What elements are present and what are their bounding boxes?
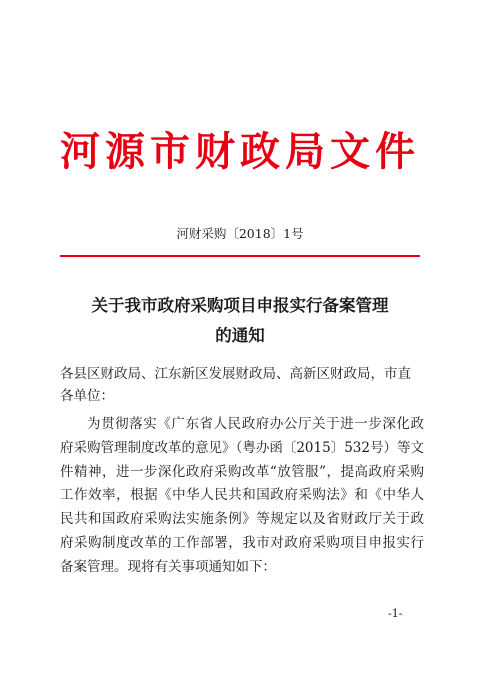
notice-title-line-2: 的通知: [215, 326, 265, 345]
header-divider: [60, 255, 420, 257]
body-paragraph: 为贯彻落实《广东省人民政府办公厅关于进一步深化政府采购管理制度改革的意见》（粤办函〔2015〕532号）等文件精神，进一步深化政府采购改革“放管服”，提高政府采购工作效率，根据《中华人民共和国政府采购法》和《中华人民共和国政府采购法实施条例》等规定以及省财政厅关于政府采购制度改革的工作部署，我市对政府采购项目申报实行备案管理。现将有关事项通知如下：: [60, 416, 424, 575]
recipients: 各县区财政局、江东新区发展财政局、高新区财政局，市直各单位：: [60, 366, 411, 404]
document-number: 河财采购〔2018〕1号: [176, 226, 304, 241]
notice-title-line-1: 关于我市政府采购项目申报实行备案管理: [91, 296, 389, 315]
document-header-title: 河源市财政局文件: [60, 128, 420, 175]
notice-title: [40, 291, 440, 351]
page-number: -1-: [388, 607, 403, 620]
